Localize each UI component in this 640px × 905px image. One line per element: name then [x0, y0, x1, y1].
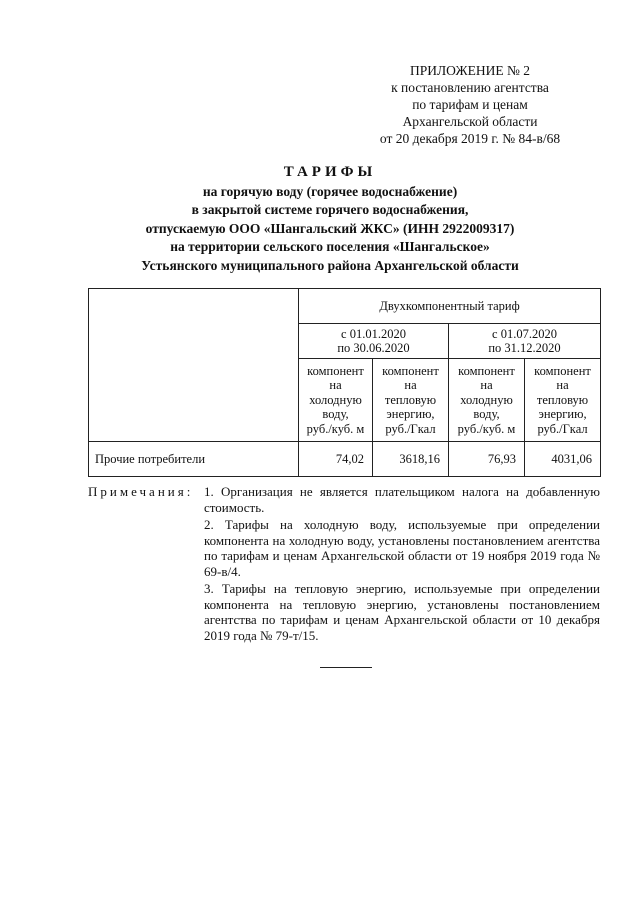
- component-text: компонент: [458, 363, 515, 378]
- table-period-header: [449, 324, 601, 359]
- appendix-line: к постановлению агентства: [391, 80, 549, 95]
- title-heading: ТАРИФЫ: [283, 164, 377, 180]
- table-component-header: [373, 359, 449, 442]
- component-text: компонент: [534, 363, 591, 378]
- component-text: на: [556, 378, 569, 393]
- consumer-cell: Прочие потребители: [89, 442, 299, 477]
- tariff-value-cell: 74,02: [299, 442, 373, 477]
- note-item: 2. Тарифы на холодную воду, используемые при определении компонента на холодную воду, установлены постановлением агентства по тарифам и ценам Архангельской области от 19 ноября 2019 года № 69-в/4.: [204, 517, 600, 579]
- tariff-value-cell: 3618,16: [373, 442, 449, 477]
- title-line: на территории сельского поселения «Шангальское»: [170, 239, 490, 254]
- component-text: компонент: [307, 363, 364, 378]
- component-text: холодную: [460, 392, 513, 407]
- title-line: отпускаемую ООО «Шангальский ЖКС» (ИНН 2922009317): [145, 220, 515, 236]
- end-divider: [320, 667, 372, 668]
- appendix-line: Архангельской области: [402, 114, 538, 129]
- document-title: [60, 163, 600, 275]
- component-text: холодную: [309, 392, 362, 407]
- component-text: на: [404, 378, 417, 393]
- component-unit: руб./Гкал: [385, 421, 436, 436]
- appendix-date: от 20 декабря 2019 г. № 84-в/68: [379, 131, 561, 146]
- component-text: энергию,: [538, 407, 587, 422]
- table-period-header: [299, 324, 449, 359]
- table-component-header: [299, 359, 373, 442]
- title-line: Устьянского муниципального района Архангельской области: [141, 257, 519, 273]
- note-item: 1. Организация не является плательщиком налога на добавленную стоимость.: [204, 484, 600, 515]
- component-text: воду,: [322, 407, 349, 422]
- tariff-value-cell: 76,93: [449, 442, 525, 477]
- tariff-value-cell: 4031,06: [525, 442, 601, 477]
- table-group-header: Двухкомпонентный тариф: [299, 289, 601, 324]
- note-item: 3. Тарифы на тепловую энергию, используемые при определении компонента на тепловую энергию, установлены постановлением агентства по тарифам и ценам Архангельской области от 10 декабря 2019 года № 79-т/15.: [204, 581, 600, 643]
- table-component-header: [525, 359, 601, 442]
- component-text: на: [480, 378, 493, 393]
- component-text: компонент: [382, 363, 439, 378]
- notes-list: [204, 484, 600, 645]
- period-to: по 30.06.2020: [337, 341, 410, 355]
- period-from: с 01.07.2020: [492, 326, 557, 341]
- component-text: тепловую: [536, 392, 589, 407]
- appendix-line: по тарифам и ценам: [412, 97, 528, 112]
- tariff-table: [88, 288, 601, 477]
- component-text: энергию,: [386, 407, 435, 422]
- appendix-block: [340, 62, 600, 147]
- component-text: воду,: [473, 407, 500, 422]
- table-component-header: [449, 359, 525, 442]
- title-line: на горячую воду (горячее водоснабжение): [202, 183, 458, 199]
- component-unit: руб./Гкал: [537, 421, 588, 436]
- table-corner-cell: [89, 289, 299, 442]
- appendix-number: ПРИЛОЖЕНИЕ № 2: [409, 63, 531, 78]
- period-to: по 31.12.2020: [488, 341, 561, 355]
- title-line: в закрытой системе горячего водоснабжения,: [191, 202, 469, 217]
- period-from: с 01.01.2020: [341, 326, 406, 341]
- table-row: [89, 442, 601, 477]
- component-unit: руб./куб. м: [457, 421, 516, 436]
- notes-label: Примечания:: [88, 484, 194, 499]
- component-text: тепловую: [384, 392, 437, 407]
- component-unit: руб./куб. м: [306, 421, 365, 436]
- component-text: на: [329, 378, 342, 393]
